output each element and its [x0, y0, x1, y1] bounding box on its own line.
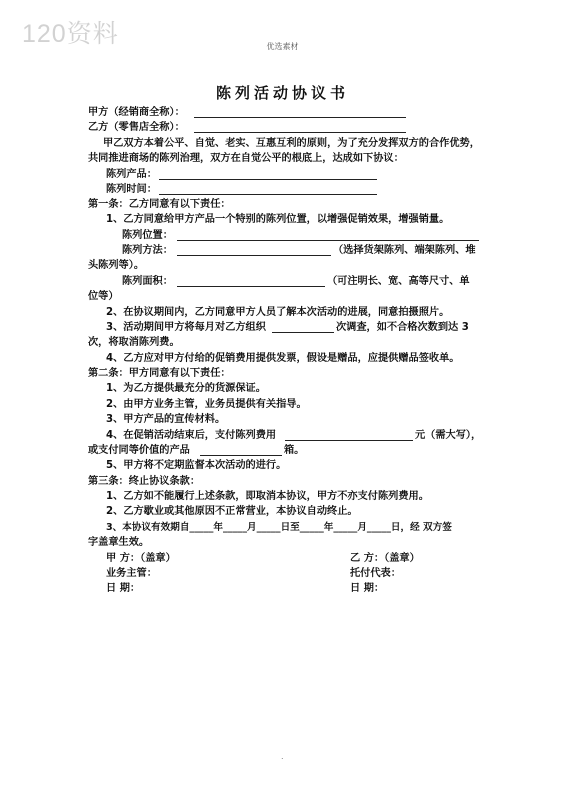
inspection-count-blank	[272, 321, 334, 333]
article-3-item-3: 3、本协议有效期自_____年_____月_____日至_____年_____月_____日，经 双方签	[106, 522, 452, 533]
article-1-item-3-a: 3、活动期间甲方将每月对乙方组织	[106, 322, 266, 333]
article-1-item-1: 1、乙方同意给甲方产品一个特别的陈列位置，以增强促销效果，增强销量。	[106, 214, 450, 225]
display-time-label: 陈列时间：	[106, 184, 157, 195]
article-2-item-1: 1、为乙方提供最充分的货源保证。	[106, 383, 266, 394]
article-1-item-4: 4、乙方应对甲方付给的促销费用提供发票，假设是赠品，应提供赠品签收单。	[106, 353, 460, 364]
party-b-label: 乙方（零售店全称）：	[88, 122, 185, 133]
article-2-item-4-a: 4、在促销活动结束后，支付陈列费用	[106, 430, 277, 441]
date-party-a: 日 期：	[106, 583, 141, 594]
intro-line-1: 甲乙双方本着公平、自觉、老实、互惠互利的原则，为了充分发挥双方的合作优势，	[103, 138, 480, 149]
article-1-item-2: 2、在协议期间内，乙方同意甲方人员了解本次活动的进展，同意拍摄照片。	[106, 307, 450, 318]
article-2-item-4-c: 或支付同等价值的产品	[88, 445, 190, 456]
article-2-item-3: 3、甲方产品的宣传材料。	[106, 414, 226, 425]
display-method-blank	[177, 244, 331, 256]
business-supervisor-label: 业务主管：	[106, 568, 157, 579]
article-1-title: 第一条：乙方同意有以下责任：	[88, 199, 231, 210]
article-2-item-2: 2、由甲方业务主管，业务员提供有关指导。	[106, 399, 307, 410]
display-product-label: 陈列产品：	[106, 169, 157, 180]
display-area-note: （可注明长、宽、高等尺寸、单	[327, 276, 470, 287]
display-area-blank	[177, 275, 325, 287]
display-product-blank	[159, 168, 377, 180]
article-3-item-2: 2、乙方歇业或其他原因不正常营业，本协议自动终止。	[106, 506, 358, 517]
watermark-logo: 120资料	[22, 20, 119, 48]
display-position-blank	[177, 229, 479, 241]
signature-party-b: 乙 方：（盖章）	[350, 553, 420, 564]
footer-mark: .	[281, 752, 284, 761]
article-3-item-3-b: 字盖章生效。	[88, 537, 150, 548]
fee-amount-blank	[285, 429, 413, 441]
article-1-item-3-b: 次调查，如不合格次数到达 3	[336, 322, 469, 333]
date-party-b: 日 期：	[350, 583, 385, 594]
article-3-item-1: 1、乙方如不能履行上述条款，即取消本协议，甲方不亦支付陈列费用。	[106, 491, 429, 502]
display-time-blank	[159, 183, 377, 195]
product-boxes-blank	[200, 444, 282, 456]
display-method-label: 陈列方法：	[122, 245, 173, 256]
article-2-item-5: 5、甲方将不定期监督本次活动的进行。	[106, 460, 287, 471]
display-area-note-2: 位等）	[88, 291, 119, 302]
article-3-title: 第三条：终止协议条款：	[88, 476, 201, 487]
signature-party-a: 甲 方：（盖章）	[106, 553, 176, 564]
header-note: 优选素材	[266, 42, 299, 51]
entrusted-agent-label: 托付代表：	[350, 568, 401, 579]
article-1-item-3-c: 次，将取消陈列费。	[88, 337, 180, 348]
article-2-item-4-d: 箱。	[284, 445, 305, 456]
article-2-item-4-b: 元（需大写），	[415, 430, 482, 441]
display-position-label: 陈列位置：	[122, 230, 173, 241]
display-area-label: 陈列面积：	[122, 276, 173, 287]
party-b-blank	[194, 121, 406, 133]
document-title: 陈列活动协议书	[215, 84, 349, 102]
display-method-note: （选择货架陈列、端架陈列、堆	[333, 245, 476, 256]
party-a-blank	[194, 106, 406, 118]
display-method-note-2: 头陈列等）。	[88, 260, 145, 271]
intro-line-2: 共同推进商场的陈列治理，双方在自觉公平的根底上，达成如下协议：	[88, 153, 404, 164]
party-a-label: 甲方（经销商全称）：	[88, 107, 185, 118]
article-2-title: 第二条：甲方同意有以下责任：	[88, 368, 231, 379]
